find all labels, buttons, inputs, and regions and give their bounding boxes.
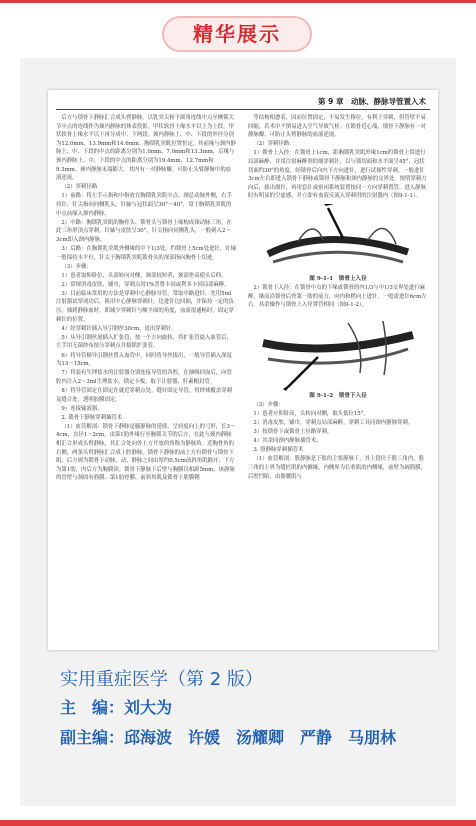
paragraph: 2）常规消毒皮肤，铺巾，穿刺点用1%普鲁卡因或利多卡因局部麻醉。 — [61, 281, 230, 288]
paragraph: 3）目前临床常用的方法是穿刺中心静脉导管，常取中路进针，先用5ml注射器试穿成功后，换用中心静脉穿刺针，边进针边回抽，并保持一定的负压，抽到静脉血时，即减少穿刺针与额平面的角度，血流很通畅时，固定穿刺针的位置。 — [56, 290, 234, 323]
right-column — [248, 114, 428, 644]
running-head: 第 9 章 动脉、静脉导管置入术 — [56, 96, 430, 110]
paragraph: 6）将导管顺导引钢丝置入血管中，同时将导丝拔出，一般导管插入深度为13～15cm。 — [56, 352, 232, 368]
paragraph: 2. 锁骨下静脉穿刺插管术 — [61, 414, 123, 421]
paragraph: 3）按锁骨下或锁骨上径路穿刺。 — [253, 429, 333, 436]
publication-info — [0, 655, 476, 805]
paragraph: 1）患者应仰卧高，头转向对侧，取头低位15°。 — [253, 411, 369, 417]
paragraph: 1）患者取仰卧位，头部转向对侧，颈部较短者，颈部垫高使头后仰。 — [61, 272, 227, 279]
figure-infraclavicular — [248, 313, 428, 391]
infraclavicular-illustration — [248, 313, 428, 391]
paragraph: 7）将装有生理盐水的注射器分别连接导管的各腔，在抽吸回血后，向管腔内注入2～3ml生理盐水，锁定卡板，取下注射器，肝素帽封管。 — [56, 370, 232, 385]
paragraph: 2）中路：胸锁乳突肌的胸骨头、锁骨头与锁骨上缘构成颈动脉三角，在此三角形顶点穿刺。针轴与皮肤呈30°，针尖指向同侧乳头，一般刺入2～3cm即入颈内静脉。 — [56, 219, 232, 243]
top-accent-stripe — [0, 0, 476, 3]
book-page — [48, 90, 438, 650]
paragraph: 1）前路：将左手示指和中指放在胸锁乳突肌中点、颈总动脉外侧，右手持针，针尖指向同侧乳头，针轴与冠状面呈30°～40°，常于胸锁乳突肌的中点前缘入颈内静脉。 — [56, 193, 232, 217]
chief-editor: 主 编：刘大为 — [60, 698, 173, 717]
bottom-accent-stripe — [0, 820, 476, 826]
paragraph: （3）步骤： — [61, 263, 92, 270]
paragraph: 5）从导引钢丝尾插入扩张管，按一个方向旋转，将扩张管旋入血管后，左手用无菌纱布按压穿刺点并拔除扩张管。 — [56, 334, 232, 350]
paragraph: 2）消毒皮肤，铺巾，穿刺点局部麻醉，穿刺工具同颈内静脉穿刺。 — [253, 420, 414, 427]
paragraph: 3）后路：在胸锁乳突肌外侧缘的中下1/3处，约锁骨上5cm处进针，针轴一般保持水平位，针尖于胸锁乳突肌锁骨头的深部指向胸骨上切迹。 — [56, 245, 236, 261]
paragraph: （1）血管解剖：股静脉是下肢的主要静脉干，其上段位于股三角内，股三角的上界为缝匠肌的内侧缘，内侧界为长收肌的内侧缘，前壁为阔筋膜，后壁凹陷，由髂腰肌与 — [248, 456, 426, 480]
deputy-editors: 副主编：邱海波 许媛 汤耀卿 严静 马朋林 — [60, 728, 397, 747]
paragraph: 后方与锁骨下静脉汇合成头臂静脉。以乳突尖和下颌角连线中点至侧锁关节中点的连线作为颈内静脉的体表投影。甲状软骨上缘水平以上为上段，甲状软骨上缘水平以下再分成中、下两段。颈内静脉上、中、下段的外径分别为12.0mm、13.9mm和14.6mm。胸锁乳突肌位置恒定，其前缘与颈内静脉上、中、下段的中点的距离分别为1.0mm、7.0mm和13.3mm，后缘与颈内静脉上、中、下段的中点的距离分别为19.4mm、12.7mm和9.3mm。颈内静脉末端膨大，其内有一对静脉瓣，可防止头臂静脉中的血液逆流。 — [56, 115, 236, 182]
supraclavicular-illustration — [248, 204, 428, 274]
paragraph: 8）将导管固定在固定在就近穿刺点处，缝针固定导管，用纱球覆盖穿刺及缝合处，透明胶膜固定。 — [56, 387, 232, 403]
paragraph: 1）锁骨上入径：在锁骨上1cm，距胸锁乳突肌外缘1cm的锁骨上窝进行局部麻醉，并用注射麻醉剂的细穿刺针，以与锁切面和水平面呈45°，冠状切面约30°的角度，经锁骨后向内下方向进针，进行试探性穿刺。一般进针3cm左右即进入锁骨下静脉或锁骨下静脉和颈内静脉的交界处。按明穿刺方向后，拔出细针，再用套针或密闭系统装置按同一方向穿刺置管。进入静脉时有明显的空虚感，并立即有血液反流入穿刺用的注射器内（图9-1-1）。 — [248, 150, 427, 200]
figure1-caption: 图 9-1-1 锁骨上入径 — [309, 275, 367, 282]
paragraph: 2）锁骨下入径：在锁骨中点的下缘或锁骨的内1/3与中1/3交界处进行麻醉，继而沿锁骨后骨第一肋的前方，向内和稍向上进针。一般需进针6cm左右。其余操作与锁骨上入径置管相同（图9-1-2）。 — [248, 285, 427, 309]
paragraph: （1）血管解剖：锁骨下静脉是腋静脉的延续，呈轻度向上的弓形，长3～4cm，直径1～2cm，由第1肋外缘行至胸锁关节的后方，在此与颈内静脉相汇合形成头臂静脉，其汇合处向外上方开放的角称为静脉角。近胸骨角的右侧，两条头臂静脉汇合成上腔静脉。锁骨下静脉的前上方有锁骨与锁骨下肌，后方则为锁骨下动脉，动、静脉之间由厚约0.5cm前斜角肌隔开；下方为第1肋，内后方为胸膜顶。锁骨下静脉下后壁与胸膜仅相距5mm，该静脉的管壁与颈固有筋膜、第1肋骨膜、前斜角肌及锁骨下筋膜鞘 — [56, 423, 236, 482]
paragraph: （3）步骤： — [253, 401, 284, 408]
paragraph: 4）其余同颈内静脉插管术。 — [253, 438, 322, 445]
paragraph: （2）穿刺径路： — [253, 141, 295, 148]
paragraph: 等结构相愈着，因而位置固定，不易发生移位，有利于穿刺，但管壁不易回缩，若术中不慎易进入空气导致气栓。在锁骨近心端，锁骨下静脉有一对静脉瓣，可防止头臂静脉的血液逆流。 — [248, 115, 426, 139]
book-title: 实用重症医学（第 2 版） — [60, 669, 263, 690]
figure-supraclavicular — [248, 204, 428, 274]
figure2-caption: 图 9-1-2 锁骨下入径 — [309, 392, 367, 399]
paragraph: 9）连接输液器。 — [61, 405, 103, 412]
left-column — [56, 114, 236, 644]
paragraph: 3. 股静脉穿刺插管术 — [253, 447, 304, 454]
banner-title: 精华展示 — [162, 16, 312, 52]
paragraph: （2）穿刺径路 — [61, 184, 98, 191]
paragraph: 4）经穿刺针插入导引钢丝30cm，退出穿刺针。 — [61, 325, 177, 332]
